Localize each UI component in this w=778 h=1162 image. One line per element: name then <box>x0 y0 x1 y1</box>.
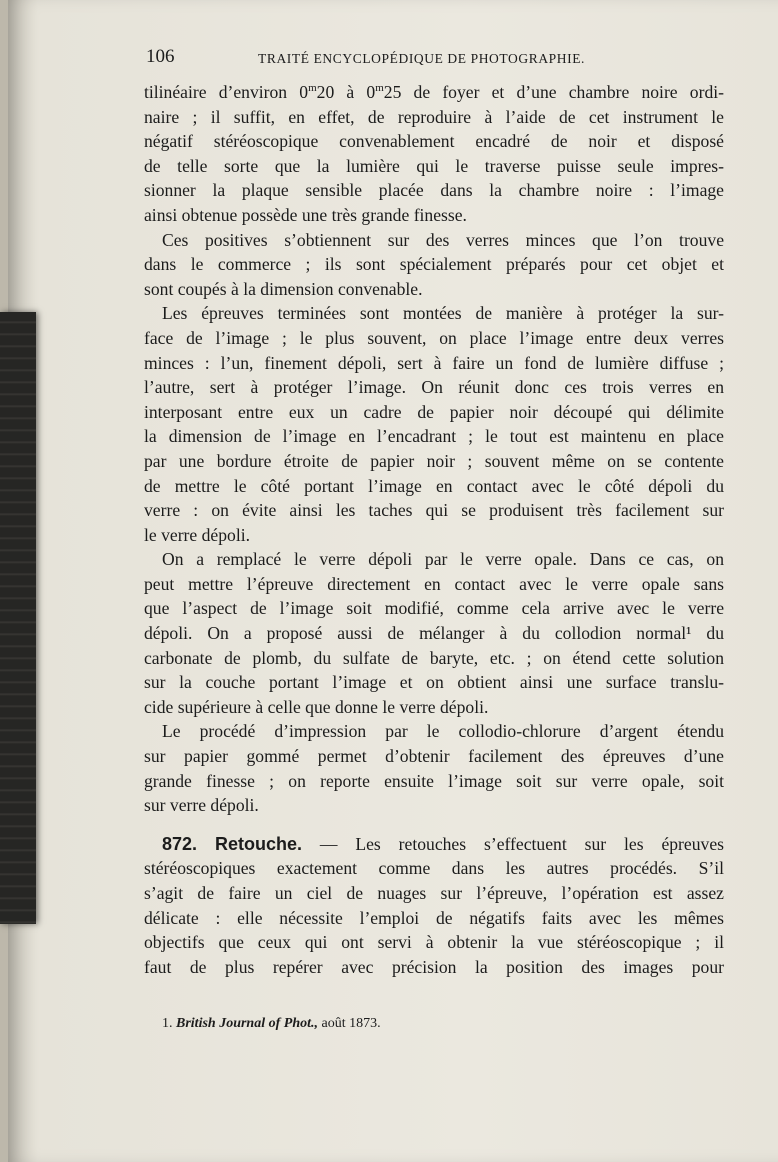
paragraph <box>144 719 724 817</box>
section-first-line-text: — Les retouches s’effectuent sur les épreuves <box>319 833 724 854</box>
text-line: sur papier gommé permet d’obtenir facilement des épreuves d’une <box>144 746 724 767</box>
section-number: 872. <box>162 833 198 854</box>
text-line: cide supérieure à celle que donne le verre dépoli. <box>144 696 489 717</box>
page-number: 106 <box>146 46 175 67</box>
paragraph-container <box>144 80 724 818</box>
text-line: négatif stéréoscopique convenablement encadré de noir et disposé <box>144 131 724 152</box>
text-line: sionner la plaque sensible placée dans la chambre noire : l’image <box>144 180 724 201</box>
text-line: Les épreuves terminées sont montées de manière à protéger la sur- <box>162 303 724 324</box>
text-line: naire ; il suffit, en effet, de reproduire à l’aide de cet instrument le <box>144 106 724 127</box>
running-title: TRAITÉ ENCYCLOPÉDIQUE DE PHOTOGRAPHIE. <box>258 51 586 66</box>
section-lines <box>144 856 724 979</box>
paragraph <box>144 301 724 547</box>
footnote-source: British Journal of Phot., <box>176 1016 318 1031</box>
page-header <box>146 46 720 74</box>
section-text-line: faut de plus repérer avec précision la position des images pour <box>144 956 724 977</box>
text-line: minces : l’un, finement dépoli, sert à faire un fond de lumière diffuse ; <box>144 352 724 373</box>
section-first-line <box>144 832 724 857</box>
text-line: dans le commerce ; ils sont spécialement préparés pour cet objet et <box>144 254 724 275</box>
body-text <box>144 80 724 979</box>
text-line: de mettre le côté portant l’image en contact avec le côté dépoli du <box>144 475 724 496</box>
text-line: que l’aspect de l’image soit modifié, comme cela arrive avec le verre <box>144 598 724 619</box>
text-line: sont coupés à la dimension convenable. <box>144 278 423 299</box>
text-line: ainsi obtenue possède une très grande finesse. <box>144 204 467 225</box>
text-line: verre : on évite ainsi les taches qui se produisent très facilement sur <box>144 500 724 521</box>
footnote-date: août 1873. <box>321 1016 381 1031</box>
paragraph <box>144 228 724 302</box>
text-line: par une bordure étroite de papier noir ; souvent même on se contente <box>144 450 724 471</box>
text-line: dépoli. On a proposé aussi de mélanger à du collodion normal¹ du <box>144 623 724 644</box>
section-872 <box>144 832 724 980</box>
section-text-line: délicate : elle nécessite l’emploi de négatifs faits avec les mêmes <box>144 907 724 928</box>
text-line: la dimension de l’image en l’encadrant ; le tout est maintenu en place <box>144 426 724 447</box>
text-line: face de l’image ; le plus souvent, on place l’image entre deux verres <box>144 327 724 348</box>
binding-strip <box>0 312 36 924</box>
section-title: Retouche. <box>214 833 302 854</box>
text-line: l’autre, sert à protéger l’image. On réunit donc ces trois verres en <box>144 377 724 398</box>
section-gap <box>144 818 724 832</box>
text-line: interposant entre eux un cadre de papier noir découpé qui délimite <box>144 401 724 422</box>
text-line: sur la couche portant l’image et on obtient ainsi une surface translu- <box>144 672 724 693</box>
text-line: On a remplacé le verre dépoli par le verre opale. Dans ce cas, on <box>162 549 724 570</box>
text-line: carbonate de plomb, du sulfate de baryte, etc. ; on étend cette solution <box>144 647 724 668</box>
paragraph <box>144 547 724 719</box>
text-line: grande finesse ; on reporte ensuite l’image soit sur verre opale, soit <box>144 770 724 791</box>
text-line: Ces positives s’obtiennent sur des verres minces que l’on trouve <box>162 229 724 250</box>
footnote-marker: 1. <box>162 1016 173 1031</box>
text-line: tilinéaire d’environ 0$^m$20 à 0$^m$25 de foyer et d’une chambre noire ordi- <box>144 82 724 102</box>
paragraph <box>144 80 724 228</box>
text-line: Le procédé d’impression par le collodio-chlorure d’argent étendu <box>162 721 724 742</box>
section-text-line: s’agit de faire un ciel de nuages sur l’épreuve, l’opération est assez <box>144 883 724 903</box>
section-text-line: objectifs que ceux qui ont servi à obtenir la vue stéréoscopique ; il <box>144 932 724 953</box>
text-line: le verre dépoli. <box>144 524 251 545</box>
text-line: peut mettre l’épreuve directement en contact avec le verre opale sans <box>144 573 724 594</box>
text-line: sur verre dépoli. <box>144 795 259 816</box>
section-text-line: stéréoscopiques exactement comme dans les autres procédés. S’il <box>144 858 724 879</box>
footnote <box>162 1016 381 1032</box>
text-line: de telle sorte que la lumière qui le traverse puisse seule impres- <box>144 155 724 176</box>
